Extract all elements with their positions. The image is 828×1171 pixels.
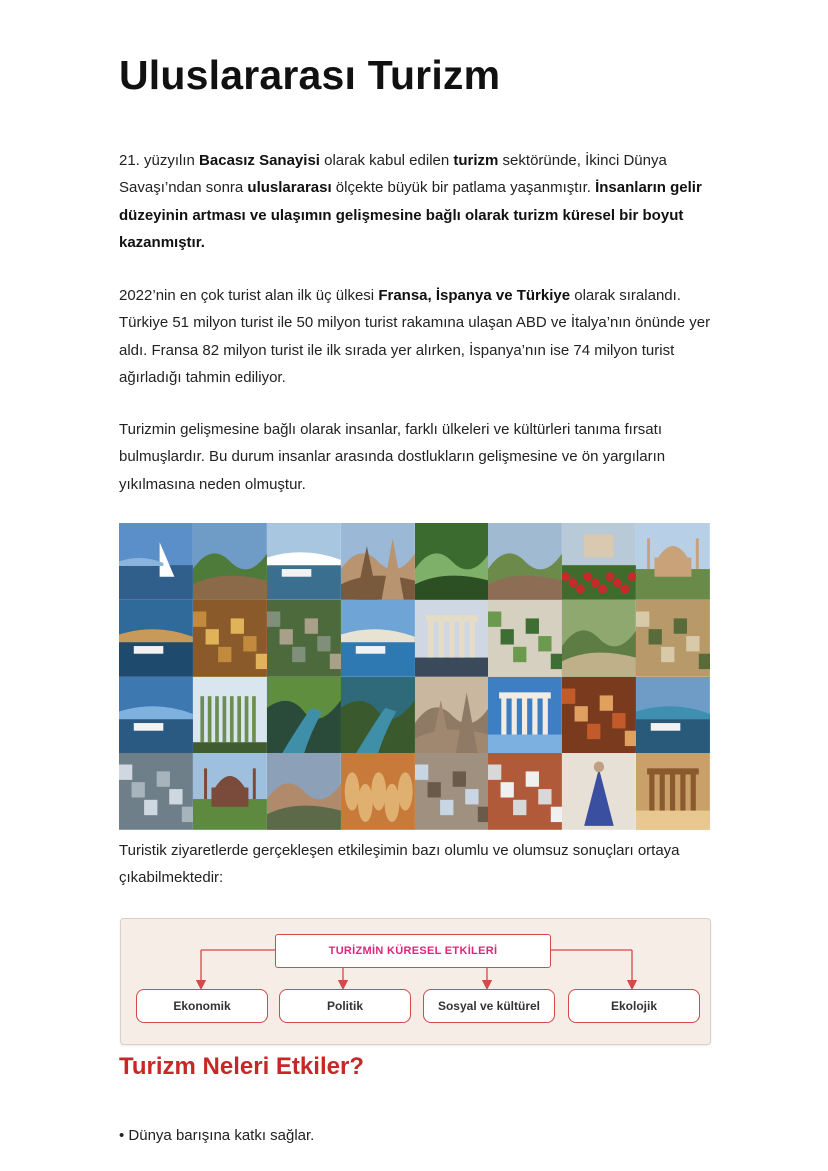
- effect-political-box: Politik: [279, 989, 411, 1023]
- collage-photo: [119, 753, 193, 830]
- statistics-paragraph: [119, 282, 711, 391]
- diagram-title-box: TURİZMİN KÜRESEL ETKİLERİ: [275, 934, 551, 968]
- collage-photo: [341, 677, 415, 754]
- culture-paragraph: [119, 416, 711, 498]
- collage-photo: [415, 523, 489, 600]
- collage-photo: [267, 523, 341, 600]
- text-run: sektöründe, İkinci Dünya Savaşı’ndan sonra: [119, 152, 667, 197]
- page-title: Uluslararası Turizm: [119, 52, 501, 98]
- collage-photo: [341, 600, 415, 677]
- bold-text: uluslararası: [247, 179, 332, 197]
- collage-photo: [488, 600, 562, 677]
- collage-photo: [562, 677, 636, 754]
- effect-ecological-box: Ekolojik: [568, 989, 700, 1023]
- intro-paragraph: [119, 147, 711, 256]
- text-run: 2022’nin en çok turist alan ilk üç ülkesi: [119, 287, 379, 304]
- collage-photo: [193, 677, 267, 754]
- collage-photo: [119, 677, 193, 754]
- collage-photo: [636, 523, 710, 600]
- collage-photo: [562, 753, 636, 830]
- bold-text: Bacasız Sanayisi: [199, 152, 320, 169]
- collage-photo: [193, 600, 267, 677]
- text-run: olarak sıralandı. Türkiye 51 milyon turist ile 50 milyon turist rakamına ulaşan ABD ve İtalya’nın önünde yer aldı. Fransa 82 milyon turist ile ilk sırada yer alırken, İspanya’nın ise 74 milyon turist ağırladığı tahmin ediliyor.: [119, 287, 711, 386]
- collage-photo: [636, 753, 710, 830]
- collage-photo: [415, 677, 489, 754]
- collage-photo: [193, 753, 267, 830]
- collage-photo: [415, 600, 489, 677]
- bold-text: İnsanların gelir düzeyinin artması ve ulaşımın gelişmesine bağlı olarak turizm küresel bir boyut kazanmıştır.: [119, 179, 702, 251]
- global-effects-diagram: [120, 918, 711, 1045]
- collage-photo: [488, 753, 562, 830]
- section-heading: Turizm Neleri Etkiler?: [119, 1053, 364, 1080]
- collage-photo: [341, 523, 415, 600]
- effect-economic-box: Ekonomik: [136, 989, 268, 1023]
- collage-photo: [119, 600, 193, 677]
- collage-photo: [267, 677, 341, 754]
- collage-photo: [636, 600, 710, 677]
- collage-photo: [488, 677, 562, 754]
- collage-photo: [415, 753, 489, 830]
- collage-photo: [267, 753, 341, 830]
- collage-photo: [562, 523, 636, 600]
- collage-photo: [341, 753, 415, 830]
- tourism-photo-collage: [119, 523, 710, 830]
- text-run: ölçekte büyük bir patlama yaşanmıştır.: [331, 179, 596, 197]
- bold-text: turizm: [453, 152, 499, 169]
- text-run: Turizmin gelişmesine bağlı olarak insanlar, farklı ülkeleri ve kültürleri tanıma fırsatı bulmuşlardır. Bu durum insanlar arasında dostlukların gelişmesine ve ön yargıların yıkılmasına neden olmuştur.: [119, 421, 666, 493]
- collage-photo: [193, 523, 267, 600]
- collage-photo: [119, 523, 193, 600]
- bullet-item: • Dünya barışına katkı sağlar.: [119, 1127, 315, 1144]
- collage-photo: [488, 523, 562, 600]
- effect-social-cultural-box: Sosyal ve kültürel: [423, 989, 555, 1023]
- collage-photo: [562, 600, 636, 677]
- text-run: 21. yüzyılın: [119, 152, 200, 169]
- collage-photo: [267, 600, 341, 677]
- text-run: olarak kabul edilen: [319, 152, 454, 169]
- effects-intro-paragraph: [119, 837, 711, 892]
- text-run: Turistik ziyaretlerde gerçekleşen etkileşimin bazı olumlu ve olumsuz sonuçları ortaya çıkabilmektedir:: [119, 842, 680, 887]
- bold-text: Fransa, İspanya ve Türkiye: [378, 287, 571, 304]
- collage-photo: [636, 677, 710, 754]
